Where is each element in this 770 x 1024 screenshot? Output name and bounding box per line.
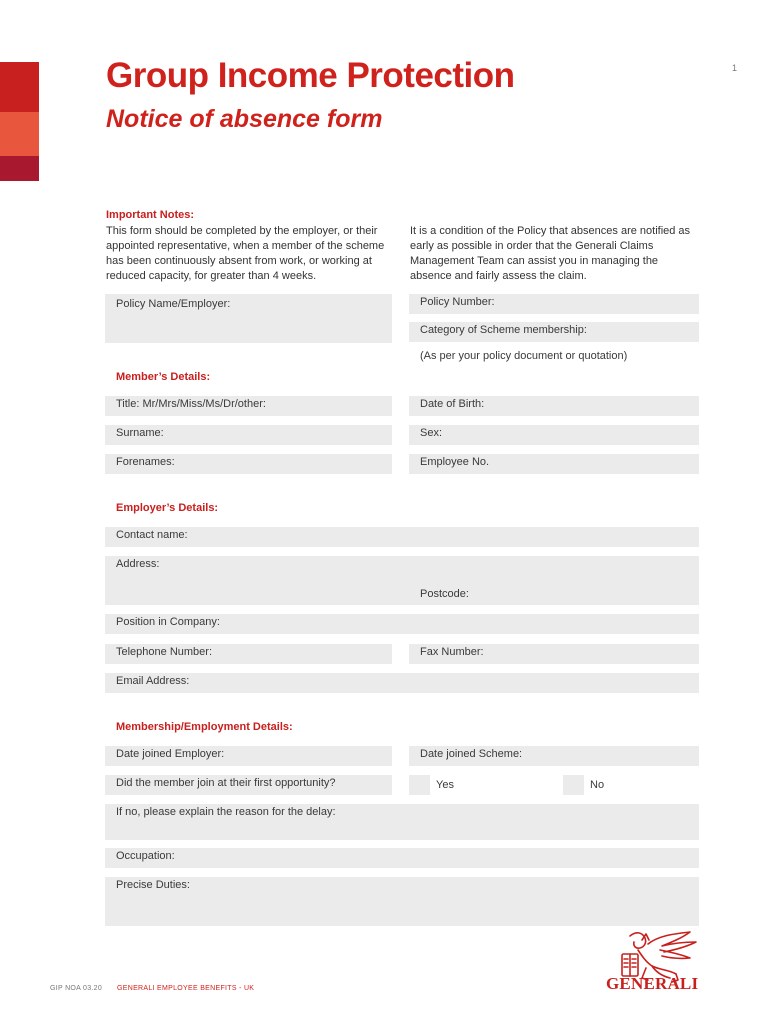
member-details-heading: Member’s Details: [116,371,211,383]
position-label: Position in Company: [116,616,220,628]
policy-number-label: Policy Number: [420,296,495,308]
date-of-birth-field[interactable] [409,396,699,416]
brand-bar-bottom [0,156,39,181]
date-joined-employer-label: Date joined Employer: [116,748,225,760]
sex-field[interactable] [409,425,699,445]
address-label: Address: [116,558,160,570]
member-title-label: Title: Mr/Mrs/Miss/Ms/Dr/other: [116,398,266,410]
contact-name-field[interactable] [105,527,699,547]
page-title: Group Income Protection [106,56,515,95]
telephone-label: Telephone Number: [116,646,213,658]
surname-label: Surname: [116,427,164,439]
first-opportunity-label: Did the member join at their first opportunity? [116,777,336,789]
footer-brand: GENERALI EMPLOYEE BENEFITS - UK [117,985,255,992]
brand-bar-middle [0,112,39,156]
fax-label: Fax Number: [420,646,484,658]
occupation-field[interactable] [105,848,699,868]
first-opportunity-row [105,775,392,795]
policy-name-employer-label: Policy Name/Employer: [116,298,231,310]
scheme-category-note: (As per your policy document or quotation) [420,350,628,362]
date-joined-employer-field[interactable] [105,746,392,766]
contact-name-label: Contact name: [116,529,188,541]
occupation-label: Occupation: [116,850,175,862]
yes-label: Yes [436,779,454,791]
policy-number-field[interactable] [409,294,699,314]
generali-logo-text: GENERALI [606,974,699,993]
email-field[interactable] [105,673,699,693]
delay-reason-label: If no, please explain the reason for the delay: [116,806,336,818]
forenames-field[interactable] [105,454,392,474]
notes-left-text: This form should be completed by the employer, or their appointed representative, when a member of the scheme has been continuously absent from work, or working at reduced capacity, for greater than 4 weeks. [106,225,385,282]
telephone-field[interactable] [105,644,392,664]
yes-checkbox[interactable] [409,775,430,795]
delay-reason-field[interactable] [105,804,699,840]
surname-field[interactable] [105,425,392,445]
no-checkbox[interactable] [563,775,584,795]
email-label: Email Address: [116,675,190,687]
employee-number-field[interactable] [409,454,699,474]
membership-details-heading: Membership/Employment Details: [116,721,293,733]
scheme-category-label: Category of Scheme membership: [420,324,587,336]
postcode-label: Postcode: [420,588,469,600]
forenames-label: Forenames: [116,456,175,468]
important-notes-heading: Important Notes: [106,209,194,221]
scheme-category-field[interactable] [409,322,699,342]
employer-details-heading: Employer’s Details: [116,502,219,514]
precise-duties-field[interactable] [105,877,699,926]
notes-right-text: It is a condition of the Policy that absences are notified as early as possible in order that the Generali Claims Management Team can assist you in managing the absence and fairly assess the claim. [410,225,691,282]
sex-label: Sex: [420,427,443,439]
brand-bar-top [0,62,39,112]
precise-duties-label: Precise Duties: [116,879,190,891]
page-number: 1 [732,63,738,73]
form-code: GIP NOA 03.20 [50,985,103,992]
date-joined-scheme-label: Date joined Scheme: [420,748,523,760]
page-subtitle: Notice of absence form [106,105,383,133]
position-field[interactable] [105,614,699,634]
member-title-field[interactable] [105,396,392,416]
policy-name-employer-field[interactable] [105,294,392,343]
no-label: No [590,779,605,791]
date-of-birth-label: Date of Birth: [420,398,485,410]
fax-field[interactable] [409,644,699,664]
employee-number-label: Employee No. [420,456,490,468]
address-field[interactable] [105,556,699,605]
date-joined-scheme-field[interactable] [409,746,699,766]
